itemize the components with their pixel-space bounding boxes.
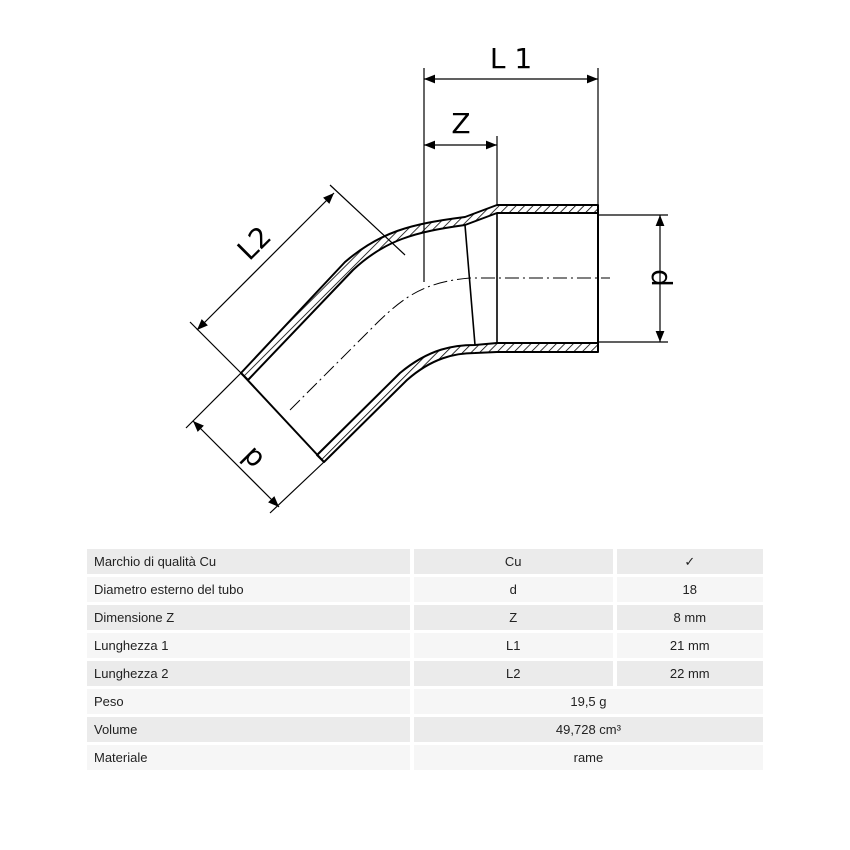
l1-label: L 1 [489, 42, 533, 75]
table-row [87, 745, 763, 770]
specs-table [87, 546, 763, 773]
row-value: ✓ [613, 549, 763, 574]
table-row [87, 549, 763, 574]
row-label: Diametro esterno del tubo [87, 577, 410, 602]
row-label: Lunghezza 2 [87, 661, 410, 686]
table-row [87, 605, 763, 630]
row-symbol: Z [410, 605, 613, 630]
table-row [87, 577, 763, 602]
d-left-label: d [234, 440, 271, 477]
row-label: Dimensione Z [87, 605, 410, 630]
table-row [87, 661, 763, 686]
row-symbol: L1 [410, 633, 613, 658]
table-row [87, 633, 763, 658]
row-symbol: L2 [410, 661, 613, 686]
row-value: rame [410, 745, 763, 770]
row-value: 8 mm [613, 605, 763, 630]
row-value: 49,728 cm³ [410, 717, 763, 742]
d-right-label: d [645, 269, 678, 287]
row-label: Lunghezza 1 [87, 633, 410, 658]
row-label: Volume [87, 717, 410, 742]
row-label: Peso [87, 689, 410, 714]
table-row [87, 717, 763, 742]
row-value: 19,5 g [410, 689, 763, 714]
fitting-lines [241, 205, 610, 462]
row-value: 22 mm [613, 661, 763, 686]
fitting-body [241, 205, 598, 462]
row-symbol: Cu [410, 549, 613, 574]
row-symbol: d [410, 577, 613, 602]
row-value: 21 mm [613, 633, 763, 658]
table-row [87, 689, 763, 714]
z-label: Z [451, 107, 471, 140]
l2-label: L2 [230, 219, 278, 267]
row-value: 18 [613, 577, 763, 602]
row-label: Marchio di qualità Cu [87, 549, 410, 574]
row-label: Materiale [87, 745, 410, 770]
